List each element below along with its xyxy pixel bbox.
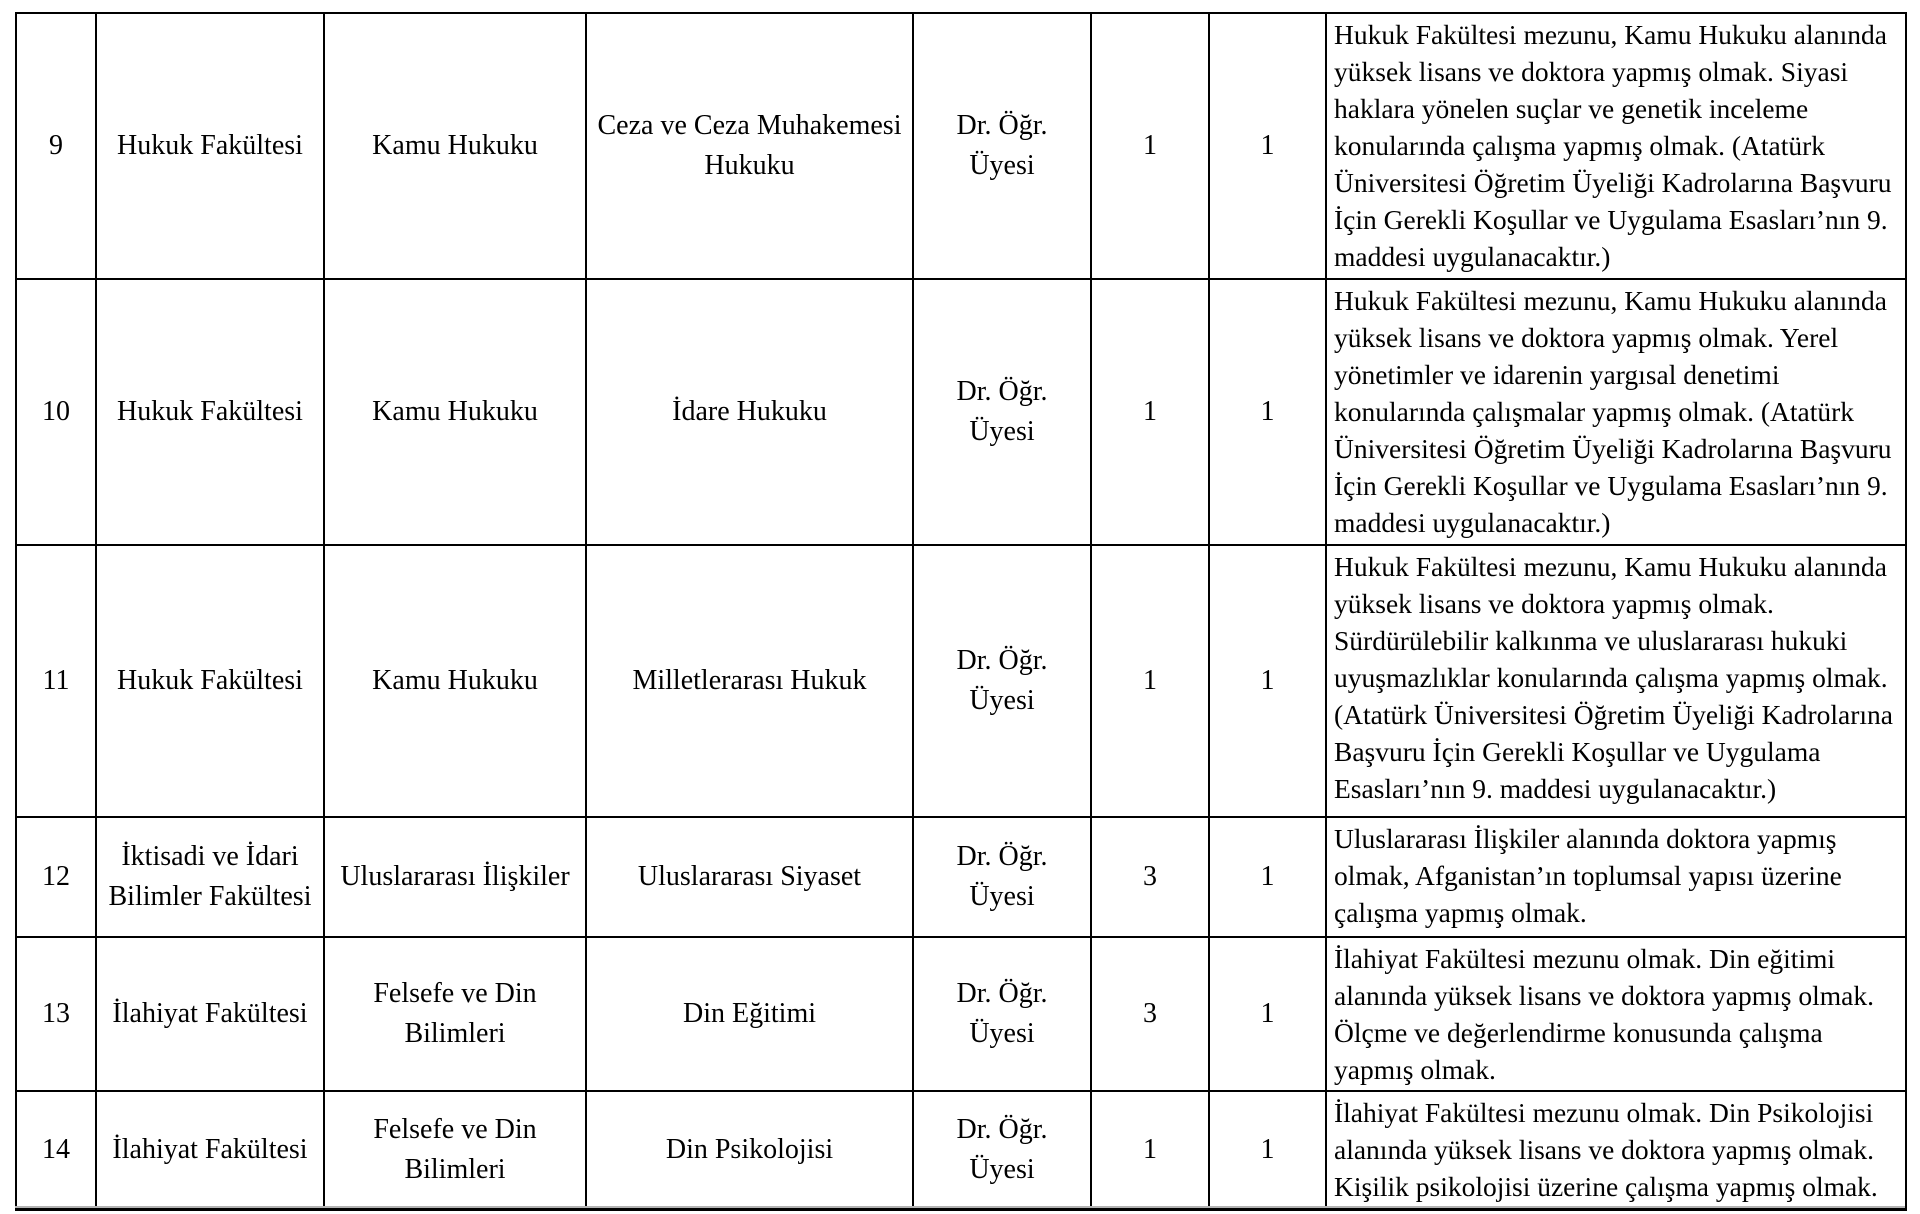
cell-row-number: 10 <box>16 279 96 545</box>
cell-title: Dr. Öğr. Üyesi <box>913 13 1091 279</box>
cell-count-2: 1 <box>1209 937 1326 1091</box>
cell-requirements: İlahiyat Fakültesi mezunu olmak. Din eğitimi alanında yüksek lisans ve doktora yapmış olmak. Ölçme ve değerlendirme konusunda çalışma yapmış olmak. <box>1326 937 1906 1091</box>
cell-row-number: 12 <box>16 817 96 937</box>
cell-row-number: 9 <box>16 13 96 279</box>
cell-department: Kamu Hukuku <box>324 545 586 817</box>
cell-row-number: 13 <box>16 937 96 1091</box>
cell-program: Din Eğitimi <box>586 937 913 1091</box>
cell-faculty: İlahiyat Fakültesi <box>96 1091 324 1209</box>
cell-count-1: 1 <box>1091 279 1209 545</box>
cell-program: Milletlerarası Hukuk <box>586 545 913 817</box>
cell-count-1: 1 <box>1091 13 1209 279</box>
cell-department: Felsefe ve Din Bilimleri <box>324 1091 586 1209</box>
cell-faculty: İktisadi ve İdari Bilimler Fakültesi <box>96 817 324 937</box>
cell-faculty: Hukuk Fakültesi <box>96 279 324 545</box>
cell-title: Dr. Öğr. Üyesi <box>913 817 1091 937</box>
cell-faculty: İlahiyat Fakültesi <box>96 937 324 1091</box>
cell-requirements: Uluslararası İlişkiler alanında doktora yapmış olmak, Afganistan’ın toplumsal yapısı üzerine çalışma yapmış olmak. <box>1326 817 1906 937</box>
academic-positions-table <box>15 12 1907 1211</box>
cell-count-2: 1 <box>1209 1091 1326 1209</box>
page-bottom-rule <box>15 1206 1905 1208</box>
cell-department: Kamu Hukuku <box>324 13 586 279</box>
table-row <box>16 545 1906 817</box>
cell-department: Kamu Hukuku <box>324 279 586 545</box>
table-row <box>16 279 1906 545</box>
table-row <box>16 13 1906 279</box>
cell-count-2: 1 <box>1209 279 1326 545</box>
cell-requirements: Hukuk Fakültesi mezunu, Kamu Hukuku alanında yüksek lisans ve doktora yapmış olmak. Siyasi haklara yönelen suçlar ve genetik inceleme konularında çalışma yapmış olmak. (Atatürk Üniversitesi Öğretim Üyeliği Kadrolarına Başvuru İçin Gerekli Koşullar ve Uygulama Esasları’nın 9. maddesi uygulanacaktır.) <box>1326 13 1906 279</box>
table-row <box>16 817 1906 937</box>
cell-title: Dr. Öğr. Üyesi <box>913 937 1091 1091</box>
cell-title: Dr. Öğr. Üyesi <box>913 279 1091 545</box>
cell-count-1: 1 <box>1091 545 1209 817</box>
cell-department: Uluslararası İlişkiler <box>324 817 586 937</box>
cell-count-2: 1 <box>1209 13 1326 279</box>
cell-faculty: Hukuk Fakültesi <box>96 545 324 817</box>
cell-program: Uluslararası Siyaset <box>586 817 913 937</box>
cell-row-number: 11 <box>16 545 96 817</box>
cell-department: Felsefe ve Din Bilimleri <box>324 937 586 1091</box>
cell-title: Dr. Öğr. Üyesi <box>913 545 1091 817</box>
cell-faculty: Hukuk Fakültesi <box>96 13 324 279</box>
cell-count-1: 1 <box>1091 1091 1209 1209</box>
cell-count-1: 3 <box>1091 817 1209 937</box>
cell-requirements: Hukuk Fakültesi mezunu, Kamu Hukuku alanında yüksek lisans ve doktora yapmış olmak. Sürdürülebilir kalkınma ve uluslararası hukuki uyuşmazlıklar konularında çalışma yapmış olmak. (Atatürk Üniversitesi Öğretim Üyeliği Kadrolarına Başvuru İçin Gerekli Koşullar ve Uygulama Esasları’nın 9. maddesi uygulanacaktır.) <box>1326 545 1906 817</box>
cell-count-2: 1 <box>1209 817 1326 937</box>
cell-count-1: 3 <box>1091 937 1209 1091</box>
cell-requirements: Hukuk Fakültesi mezunu, Kamu Hukuku alanında yüksek lisans ve doktora yapmış olmak. Yerel yönetimler ve idarenin yargısal denetimi konularında çalışmalar yapmış olmak. (Atatürk Üniversitesi Öğretim Üyeliği Kadrolarına Başvuru İçin Gerekli Koşullar ve Uygulama Esasları’nın 9. maddesi uygulanacaktır.) <box>1326 279 1906 545</box>
cell-program: Ceza ve Ceza Muhakemesi Hukuku <box>586 13 913 279</box>
cell-count-2: 1 <box>1209 545 1326 817</box>
cell-program: İdare Hukuku <box>586 279 913 545</box>
cell-row-number: 14 <box>16 1091 96 1209</box>
table-row <box>16 937 1906 1091</box>
cell-title: Dr. Öğr. Üyesi <box>913 1091 1091 1209</box>
cell-requirements: İlahiyat Fakültesi mezunu olmak. Din Psikolojisi alanında yüksek lisans ve doktora yapmış olmak. Kişilik psikolojisi üzerine çalışma yapmış olmak. <box>1326 1091 1906 1209</box>
cell-program: Din Psikolojisi <box>586 1091 913 1209</box>
table-row <box>16 1091 1906 1209</box>
